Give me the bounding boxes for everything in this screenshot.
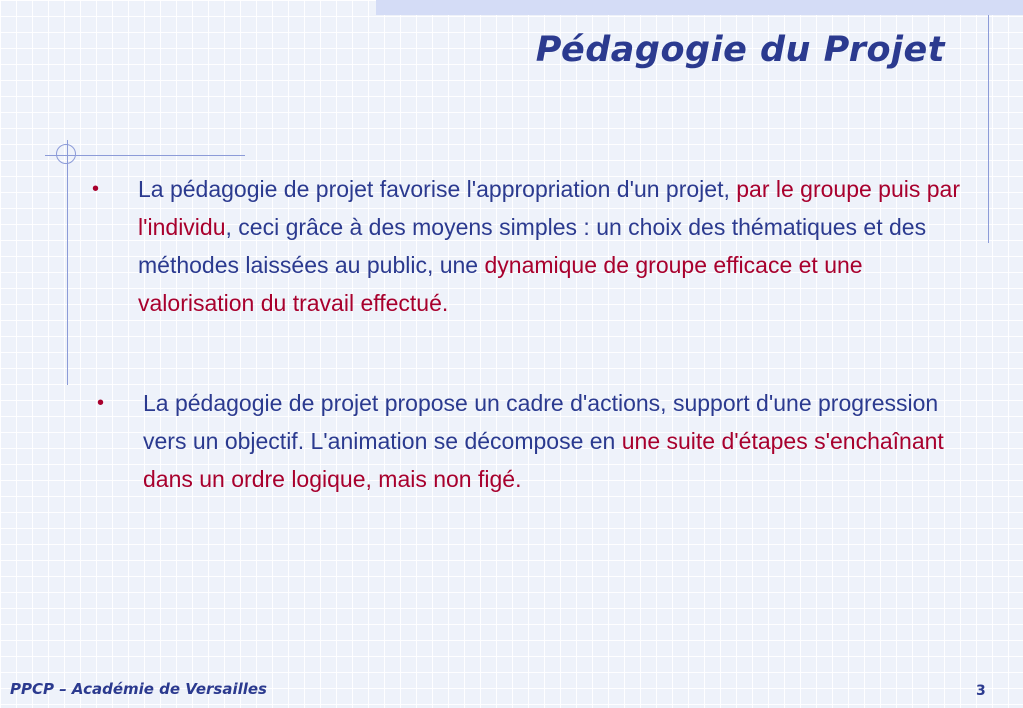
decorative-vertical-line [988,15,989,243]
crosshair-vertical-line [67,140,68,385]
bullet-dot-icon: • [92,178,100,200]
bullet-text [92,170,962,322]
crosshair-circle-icon [56,144,76,164]
bullet-text-emphasis: une suite d'étapes s'enchaînant dans un ordre logique, mais non figé. [143,428,944,492]
bullet-text-part: La pédagogie de projet propose un cadre d'actions, support d'une progression vers un objectif. L'animation se décompose en [143,390,939,454]
page-number: 3 [976,683,986,699]
bullet-item-1 [92,170,962,322]
bullet-text [97,384,957,498]
bullet-item-2 [97,384,957,498]
bullet-text-emphasis: par le groupe puis par l'individu [138,176,961,240]
bullet-text-part: La pédagogie de projet favorise l'appropriation d'un projet, [138,176,737,202]
bullet-text-emphasis: dynamique de groupe efficace et une valorisation du travail effectué. [138,252,863,316]
slide-title: Pédagogie du Projet [535,30,945,70]
bullet-dot-icon: • [97,392,105,414]
bullet-text-part: , ceci grâce à des moyens simples : un choix des thématiques et des méthodes laissées au public, une [138,214,927,278]
footer-label: PPCP – Académie de Versailles [10,680,267,698]
top-accent-band [376,0,1023,15]
